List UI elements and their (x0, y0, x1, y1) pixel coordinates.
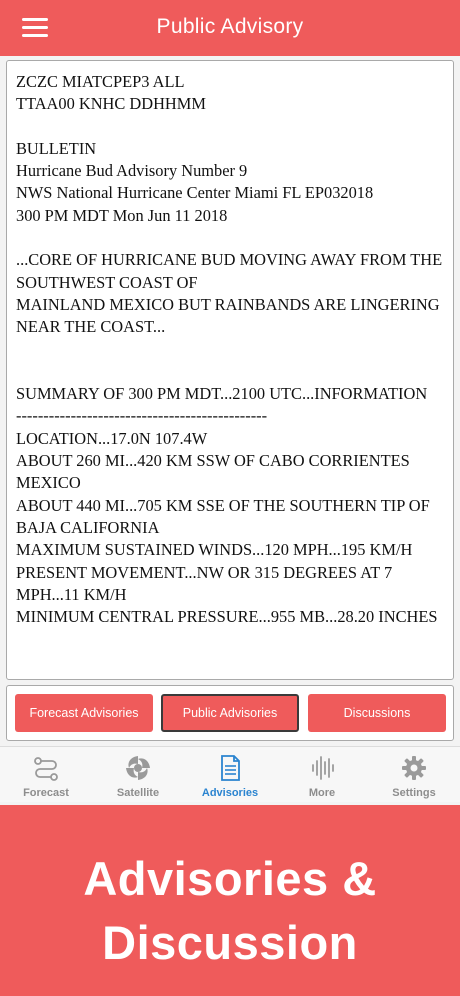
hurricane-icon (124, 755, 152, 781)
promo-line-2: Discussion (102, 916, 358, 969)
tab-settings[interactable] (368, 747, 460, 803)
tab-satellite-label: Satellite (116, 787, 160, 799)
tab-more-label: More (308, 787, 336, 799)
gear-icon (400, 755, 428, 781)
tab-forecast-label: Forecast (23, 787, 69, 799)
advisory-text-panel[interactable] (6, 60, 454, 680)
discussions-button[interactable]: Discussions (308, 694, 446, 732)
public-advisories-button[interactable]: Public Advisories (161, 694, 299, 732)
advisory-type-bar (6, 685, 454, 741)
page-title: Public Advisory (156, 15, 304, 38)
tab-more[interactable] (276, 747, 368, 803)
app-header (0, 0, 460, 56)
promo-banner (0, 805, 460, 996)
document-icon (216, 755, 244, 781)
promo-headline (0, 847, 460, 975)
tab-advisories-label: Advisories (201, 787, 259, 799)
forecast-track-icon (32, 755, 60, 781)
bottom-tab-bar (0, 746, 460, 802)
tab-advisories[interactable] (184, 747, 276, 803)
tab-settings-label: Settings (392, 787, 436, 799)
forecast-advisories-button[interactable]: Forecast Advisories (15, 694, 153, 732)
promo-line-1: Advisories & (83, 852, 377, 905)
waveform-icon (308, 755, 336, 781)
advisory-text: ZCZC MIATCPEP3 ALL TTAA00 KNHC DDHHMM BULLETIN Hurricane Bud Advisory Number 9 NWS National Hurricane Center Miami FL EP032018 300 PM MDT Mon Jun 11 2018 ...CORE OF HURRICANE BUD MOVING AWAY FROM THE SOUTHWEST COAST OF MAINLAND MEXICO BUT RAINBANDS ARE LINGERING NEAR THE COAST... SUMMARY OF 300 PM MDT...2100 UTC...INFORMATION ---------------------------------------------- LOCATION...17.0N 107.4W ABOUT 260 MI...420 KM SSW OF CABO CORRIENTES MEXICO ABOUT 440 MI...705 KM SSE OF THE SOUTHERN TIP OF BAJA CALIFORNIA MAXIMUM SUSTAINED WINDS...120 MPH...195 KM/H PRESENT MOVEMENT...NW OR 315 DEGREES AT 7 MPH...11 KM/H MINIMUM CENTRAL PRESSURE...955 MB...28.20 INCHES (16, 72, 443, 627)
tab-satellite[interactable] (92, 747, 184, 803)
tab-forecast[interactable] (0, 747, 92, 803)
